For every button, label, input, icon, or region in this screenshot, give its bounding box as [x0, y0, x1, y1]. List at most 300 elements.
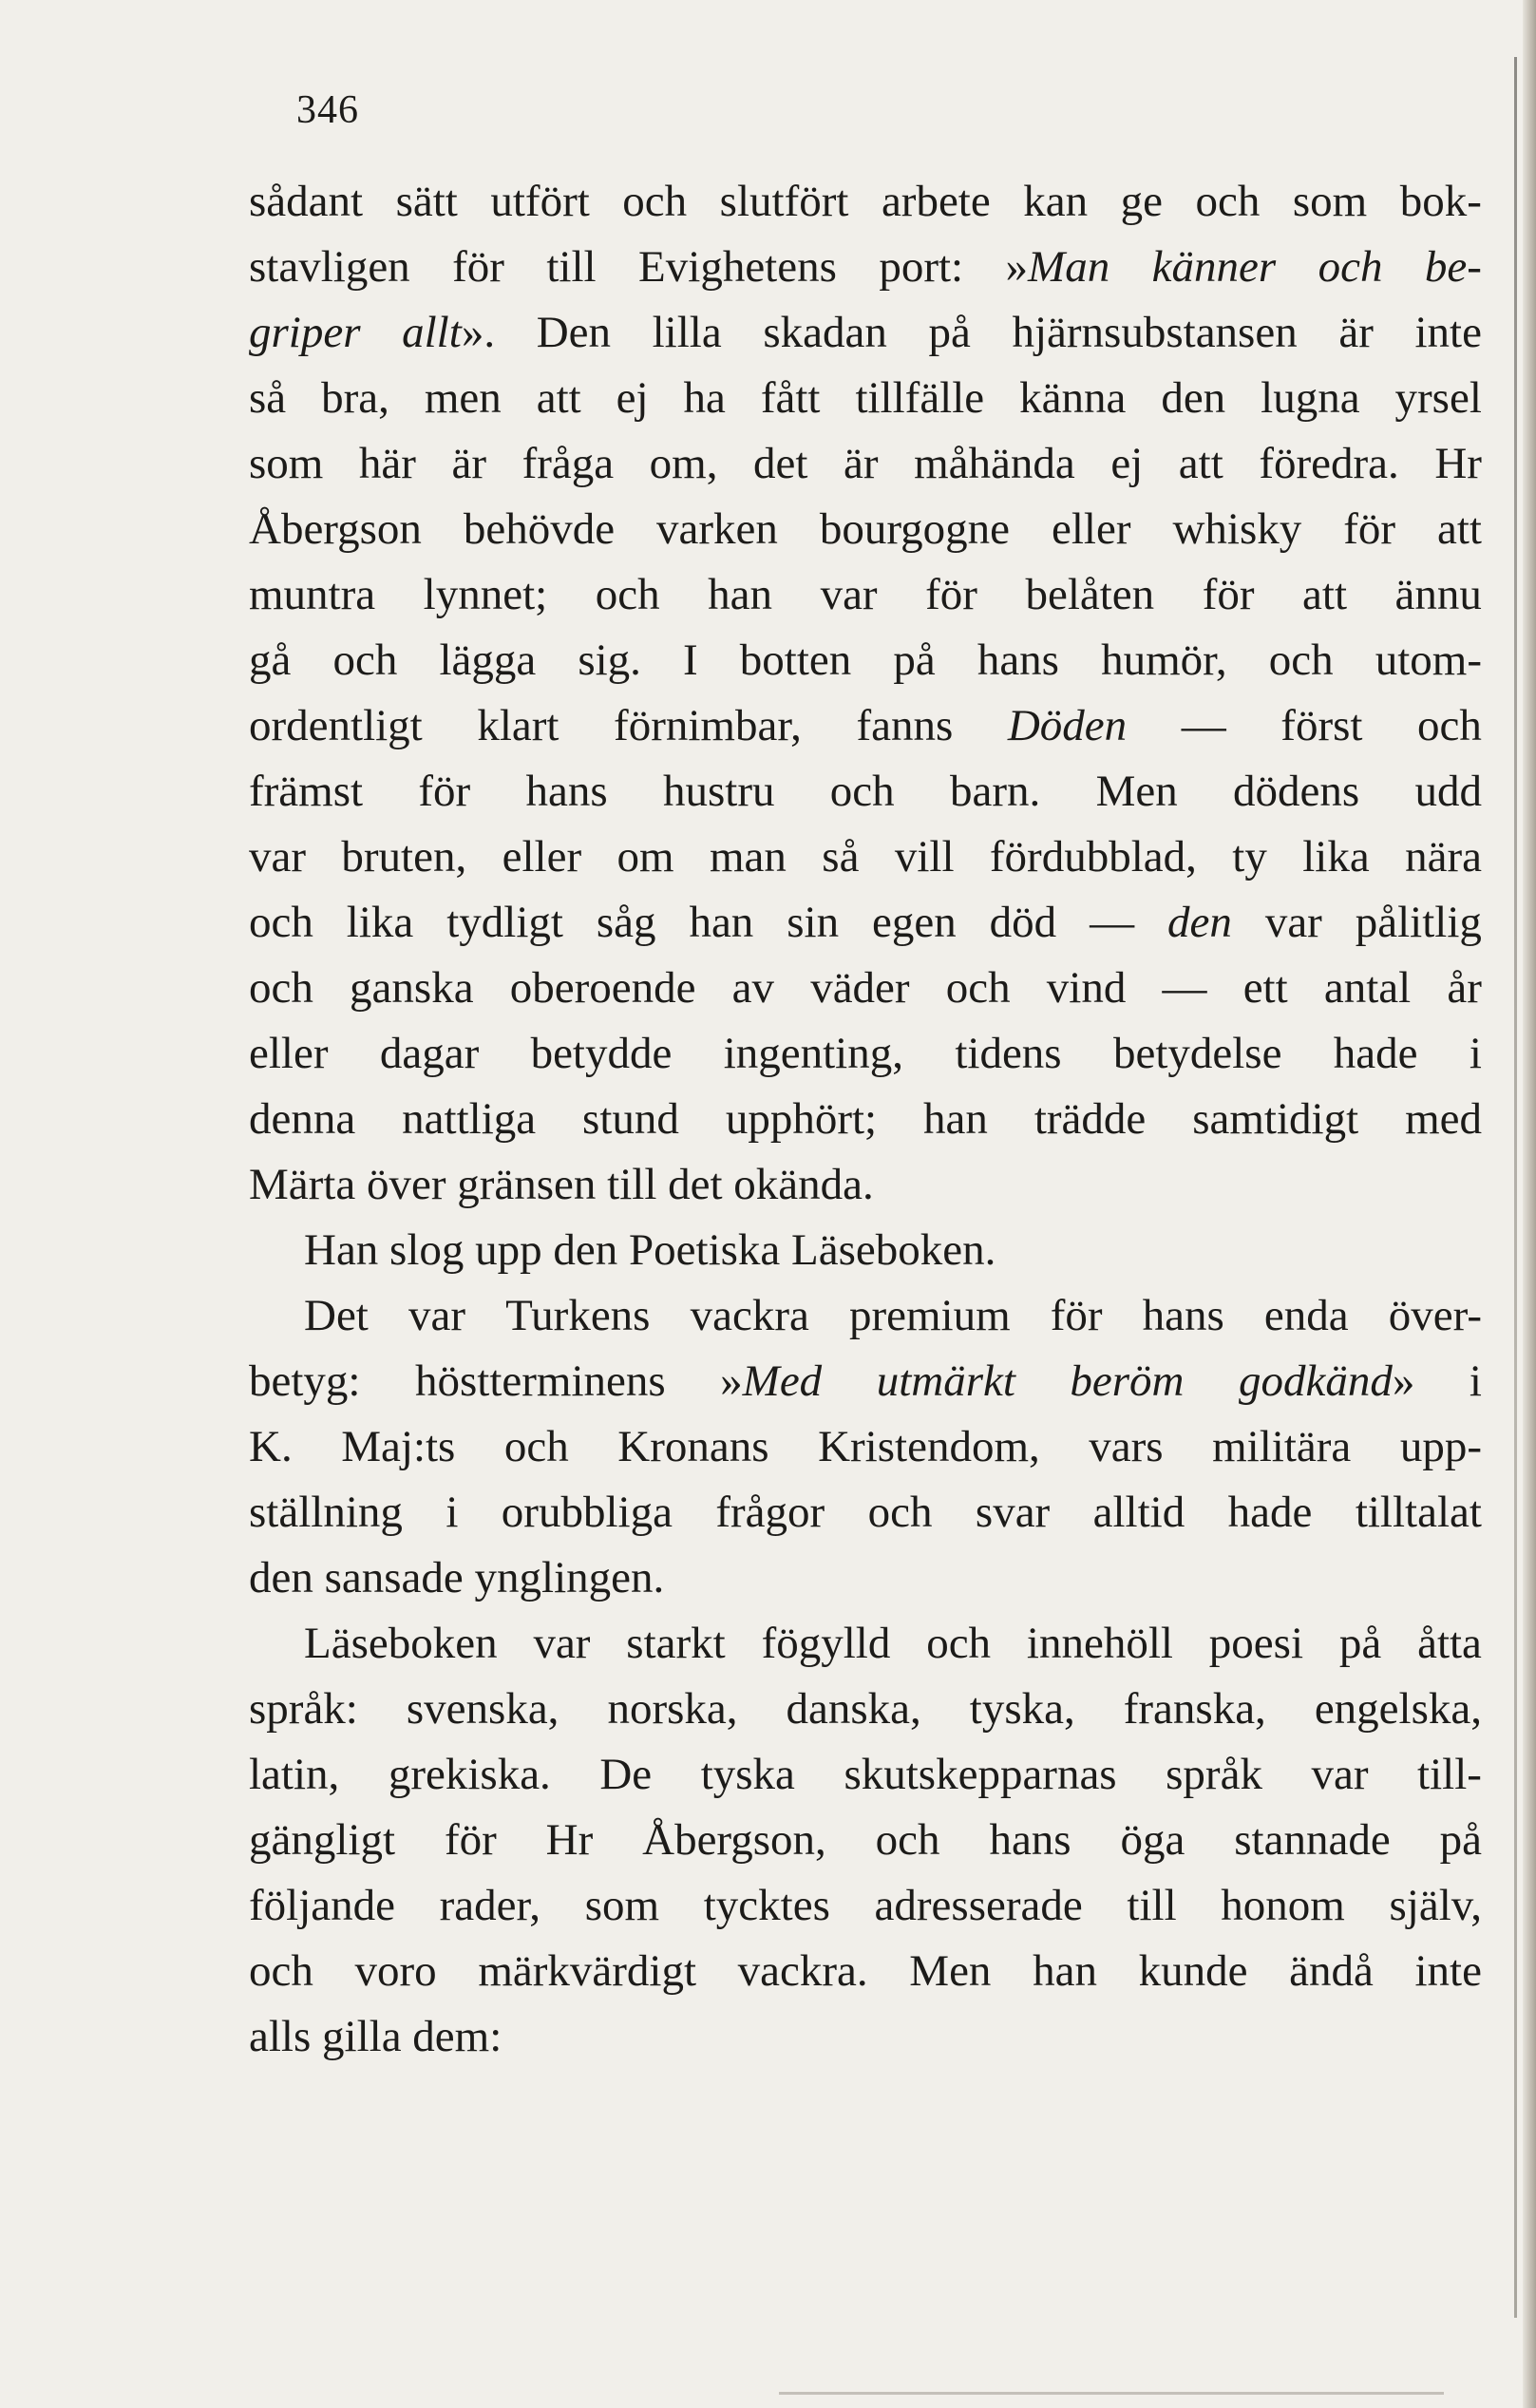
- word-group: [1006, 235, 1110, 300]
- text-word: lugna: [1261, 373, 1360, 423]
- text-word: vars: [1089, 1422, 1164, 1471]
- text-word: i: [446, 1488, 459, 1537]
- word-group: [452, 235, 504, 300]
- word-group: [578, 628, 641, 693]
- text-line: [249, 1611, 1482, 1677]
- word-group: [1289, 1939, 1374, 2004]
- text-line: [249, 956, 1482, 1021]
- word-group: [249, 497, 422, 562]
- word-group: [875, 1873, 1083, 1939]
- word-group: [396, 169, 458, 235]
- text-word: var: [533, 1619, 591, 1668]
- text-word: hade: [1333, 1029, 1418, 1078]
- text-word: hans: [1142, 1291, 1224, 1340]
- text-line: [249, 1283, 1482, 1349]
- word-group: [720, 169, 849, 235]
- word-group: [1343, 497, 1395, 562]
- word-group: [1339, 1611, 1381, 1677]
- word-group: [976, 1480, 1050, 1545]
- text-word: betydde: [530, 1029, 673, 1078]
- word-group: [1318, 235, 1383, 300]
- text-word: stannade: [1234, 1815, 1391, 1865]
- word-group: [1302, 562, 1347, 628]
- text-word: »: [1005, 242, 1029, 292]
- text-word: gängligt: [249, 1815, 396, 1865]
- word-group: [1447, 956, 1482, 1021]
- text-word: i: [1469, 1029, 1482, 1078]
- word-group: [622, 169, 687, 235]
- word-group: [607, 1677, 737, 1742]
- text-run: den sansade ynglingen.: [249, 1553, 665, 1602]
- text-word: behövde: [463, 504, 616, 554]
- word-group: [546, 235, 596, 300]
- word-group: [818, 1414, 1040, 1480]
- text-word: kunde: [1138, 1946, 1248, 1996]
- text-word: K.: [249, 1422, 293, 1471]
- text-word: väder: [810, 963, 910, 1013]
- word-group: [763, 300, 887, 366]
- text-word: att: [536, 373, 581, 423]
- word-group: [1139, 1939, 1248, 2004]
- text-word: Men: [909, 1946, 992, 1996]
- word-group: [753, 431, 807, 497]
- text-word: och: [622, 177, 688, 226]
- word-group: [332, 628, 397, 693]
- text-line: [249, 890, 1482, 956]
- word-group: [249, 1349, 360, 1414]
- text-word: beröm: [1070, 1356, 1185, 1406]
- text-word: betyg:: [249, 1356, 361, 1406]
- word-group: [1047, 956, 1127, 1021]
- word-group: [537, 366, 581, 431]
- word-group: [1124, 1677, 1266, 1742]
- word-group: [1375, 628, 1482, 693]
- text-word: på: [893, 635, 936, 685]
- word-group: [1437, 497, 1482, 562]
- word-group: [533, 1611, 590, 1677]
- text-word: bok-: [1399, 177, 1482, 226]
- word-group: [446, 890, 563, 956]
- word-group: [1012, 300, 1297, 366]
- word-group: [1417, 693, 1482, 759]
- text-word: franska,: [1123, 1684, 1266, 1734]
- word-group: [691, 1283, 809, 1349]
- text-word: först: [1280, 701, 1363, 750]
- text-word: tyska,: [969, 1684, 1075, 1734]
- word-group: [526, 759, 608, 825]
- text-word: dagar: [379, 1029, 480, 1078]
- word-group: [249, 1808, 395, 1873]
- word-group: [822, 825, 859, 890]
- word-group: [1400, 1414, 1482, 1480]
- text-word: I: [683, 635, 698, 685]
- text-word: upphört;: [725, 1094, 878, 1144]
- text-word: barn.: [949, 767, 1041, 816]
- text-word: måhända: [914, 439, 1075, 488]
- word-group: [1395, 562, 1482, 628]
- text-line: [249, 235, 1482, 300]
- word-group: [1400, 169, 1482, 235]
- word-group: [1090, 890, 1134, 956]
- text-word: denna: [249, 1094, 356, 1144]
- word-group: [503, 825, 582, 890]
- word-group: [418, 759, 470, 825]
- text-word: och: [829, 767, 895, 816]
- word-group: [1338, 300, 1374, 366]
- text-word: godkänd: [1239, 1356, 1393, 1406]
- text-word: vill: [894, 832, 955, 882]
- word-group: [977, 628, 1059, 693]
- word-group: [925, 562, 977, 628]
- word-group: [1356, 890, 1482, 956]
- word-group: [531, 1021, 673, 1087]
- text-line: [249, 1480, 1482, 1545]
- text-word: tydligt: [446, 898, 563, 947]
- binding-line: [1514, 57, 1517, 2318]
- word-group: [1008, 693, 1127, 759]
- text-word: känner: [1151, 242, 1277, 292]
- word-group: [490, 169, 589, 235]
- text-word: och: [875, 1815, 940, 1865]
- page-number: 346: [296, 88, 359, 132]
- word-group: [923, 1087, 988, 1152]
- word-group: [249, 300, 361, 366]
- text-word: hans: [525, 767, 608, 816]
- text-word: ge: [1120, 177, 1163, 226]
- word-group: [1019, 366, 1126, 431]
- word-group: [617, 825, 674, 890]
- text-line: [249, 759, 1482, 825]
- word-group: [877, 1349, 1015, 1414]
- word-group: [1209, 1611, 1303, 1677]
- text-word: han: [1033, 1946, 1097, 1996]
- text-word: och: [249, 898, 313, 947]
- word-group: [424, 562, 548, 628]
- text-word: fanns: [856, 701, 954, 750]
- word-group: [425, 366, 502, 431]
- word-group: [1152, 235, 1277, 300]
- text-word: orubbliga: [501, 1488, 673, 1537]
- text-word: för: [925, 570, 977, 619]
- text-word: är: [451, 439, 487, 488]
- text-word: nattliga: [402, 1094, 537, 1144]
- text-word: om: [616, 832, 674, 882]
- text-word: sätt: [395, 177, 458, 226]
- word-group: [872, 890, 957, 956]
- text-line: [249, 825, 1482, 890]
- text-word: —: [1090, 898, 1135, 947]
- text-line: [249, 300, 1482, 366]
- word-group: [249, 366, 286, 431]
- text-line: [249, 1939, 1482, 2004]
- word-group: [341, 825, 466, 890]
- text-word: klart: [477, 701, 559, 750]
- word-group: [1324, 956, 1411, 1021]
- text-word: Läseboken: [304, 1619, 498, 1668]
- text-line: [249, 2004, 1482, 2070]
- word-group: [650, 431, 718, 497]
- text-word: ej: [1110, 439, 1144, 488]
- text-word: fögylld: [761, 1619, 891, 1668]
- text-word: han: [689, 898, 754, 947]
- word-group: [1405, 1087, 1482, 1152]
- text-word: ingenting,: [723, 1029, 903, 1078]
- word-group: [408, 1283, 465, 1349]
- text-word: upp-: [1399, 1422, 1482, 1471]
- word-group: [249, 825, 306, 890]
- word-group: [1440, 1808, 1482, 1873]
- text-line: [249, 1677, 1482, 1742]
- word-group: [926, 1611, 991, 1677]
- text-word: svenska,: [406, 1684, 559, 1734]
- text-word: engelska,: [1314, 1684, 1482, 1734]
- text-word: hans: [989, 1815, 1071, 1865]
- word-group: [614, 693, 802, 759]
- text-word: och: [332, 635, 398, 685]
- text-word: den: [1161, 373, 1226, 423]
- word-group: [1070, 1349, 1184, 1414]
- word-group: [477, 693, 559, 759]
- text-word: sig.: [578, 635, 641, 685]
- word-group: [683, 628, 698, 693]
- word-group: [617, 1414, 768, 1480]
- word-group: [855, 366, 984, 431]
- text-word: Maj:ts: [341, 1422, 456, 1471]
- word-group: [708, 562, 772, 628]
- text-word: enda: [1263, 1291, 1349, 1340]
- word-group: [1182, 693, 1226, 759]
- word-group: [844, 1742, 1116, 1808]
- word-group: [452, 431, 487, 497]
- word-group: [1405, 825, 1482, 890]
- word-group: [249, 1742, 339, 1808]
- text-word: öga: [1120, 1815, 1185, 1865]
- text-word: främst: [249, 767, 364, 816]
- text-word: för: [1050, 1291, 1103, 1340]
- word-group: [989, 1808, 1071, 1873]
- word-group: [740, 628, 851, 693]
- text-word: den: [1167, 898, 1232, 947]
- text-word: såg: [596, 898, 656, 947]
- word-group: [656, 497, 778, 562]
- text-word: antal: [1323, 963, 1412, 1013]
- text-word: Hr: [545, 1815, 594, 1865]
- text-word: för: [452, 242, 504, 292]
- word-group: [1113, 1021, 1282, 1087]
- text-word: och: [945, 963, 1011, 1013]
- word-group: [1234, 1808, 1390, 1873]
- word-group: [1096, 759, 1178, 825]
- text-word: åtta: [1417, 1619, 1482, 1668]
- word-group: [1239, 1349, 1414, 1414]
- text-word: lägga: [439, 635, 537, 685]
- word-group: [821, 562, 878, 628]
- word-group: [856, 693, 953, 759]
- word-group: [726, 1087, 877, 1152]
- text-word: allt: [402, 308, 462, 357]
- word-group: [249, 235, 410, 300]
- text-word: —: [1162, 963, 1207, 1013]
- word-group: [1302, 825, 1369, 890]
- word-group: [820, 497, 1010, 562]
- text-word: var: [820, 570, 878, 619]
- text-word: Men: [1095, 767, 1178, 816]
- word-group: [1127, 1873, 1176, 1939]
- word-group: [249, 1087, 355, 1152]
- word-group: [1425, 235, 1482, 300]
- word-group: [1120, 1808, 1185, 1873]
- word-group: [440, 1873, 540, 1939]
- word-group: [502, 1480, 673, 1545]
- word-group: [537, 300, 611, 366]
- word-group: [249, 1414, 293, 1480]
- text-word: år: [1447, 963, 1482, 1013]
- text-word: udd: [1414, 767, 1482, 816]
- word-group: [844, 431, 879, 497]
- text-word: som: [249, 439, 324, 488]
- text-word: —: [1181, 701, 1226, 750]
- text-word: är: [844, 439, 879, 488]
- text-word: och: [503, 1422, 569, 1471]
- word-group: [1089, 1414, 1163, 1480]
- text-word: så: [249, 373, 287, 423]
- word-group: [1233, 759, 1359, 825]
- text-word: latin,: [249, 1750, 340, 1799]
- text-word: och: [1195, 177, 1261, 226]
- word-group: [1315, 1677, 1482, 1742]
- text-word: Det: [304, 1291, 369, 1340]
- word-group: [701, 1742, 795, 1808]
- word-group: [882, 169, 991, 235]
- text-word: språk:: [249, 1684, 358, 1734]
- text-word: yrsel: [1394, 373, 1482, 423]
- text-word: att: [1302, 570, 1348, 619]
- text-word: tycktes: [703, 1881, 830, 1930]
- text-word: ställning: [249, 1488, 403, 1537]
- word-group: [990, 890, 1057, 956]
- text-word: svar: [975, 1488, 1051, 1537]
- text-word: slutfört: [719, 177, 849, 226]
- text-word: hade: [1227, 1488, 1313, 1537]
- word-group: [439, 628, 536, 693]
- text-word: adresserade: [874, 1881, 1083, 1930]
- text-word: Åbergson: [249, 504, 422, 554]
- text-word: han: [708, 570, 773, 619]
- word-group: [1023, 169, 1088, 235]
- text-line: [249, 693, 1482, 759]
- text-word: Turkens: [505, 1291, 651, 1340]
- text-word: eller: [502, 832, 582, 882]
- word-group: [389, 1742, 551, 1808]
- word-group: [868, 1480, 933, 1545]
- word-group: [249, 1873, 395, 1939]
- page-edge-shadow: [1523, 0, 1536, 2408]
- text-word: gå: [249, 635, 292, 685]
- word-group: [321, 366, 389, 431]
- text-word: nära: [1405, 832, 1482, 882]
- word-group: [849, 1283, 1011, 1349]
- text-word: tilltalat: [1355, 1488, 1482, 1537]
- text-line: [249, 1218, 1482, 1283]
- text-word: norska,: [607, 1684, 738, 1734]
- word-group: [445, 1808, 497, 1873]
- word-group: [1264, 1283, 1349, 1349]
- text-word: vackra.: [737, 1946, 868, 1996]
- word-group: [1203, 562, 1255, 628]
- text-word: sådant: [249, 177, 364, 226]
- text-word: för: [1202, 570, 1255, 619]
- word-group: [249, 628, 291, 693]
- word-group: [347, 890, 413, 956]
- word-group: [1195, 169, 1260, 235]
- word-group: [504, 1414, 569, 1480]
- word-group: [1093, 1480, 1185, 1545]
- word-group: [249, 431, 323, 497]
- word-group: [1025, 562, 1154, 628]
- text-word: som: [1292, 177, 1368, 226]
- word-group: [1163, 956, 1207, 1021]
- text-word: Evighetens: [638, 242, 837, 292]
- text-word: whisky: [1172, 504, 1302, 554]
- text-word: tillfälle: [855, 373, 985, 423]
- text-word: vind: [1046, 963, 1127, 1013]
- word-group: [663, 759, 775, 825]
- word-group: [1389, 1283, 1482, 1349]
- text-line: [249, 1021, 1482, 1087]
- word-group: [1172, 497, 1301, 562]
- word-group: [341, 1414, 455, 1480]
- text-word: Den: [536, 308, 611, 357]
- word-group: [464, 497, 615, 562]
- text-line: [249, 1152, 1482, 1218]
- text-word: och: [595, 570, 660, 619]
- word-group: [879, 235, 963, 300]
- word-group: [1414, 1939, 1481, 2004]
- text-word: lika: [346, 898, 414, 947]
- word-group: [1293, 169, 1367, 235]
- text-word: inte: [1414, 308, 1482, 357]
- text-word: som: [584, 1881, 660, 1930]
- text-word: rader,: [439, 1881, 541, 1930]
- word-group: [1052, 497, 1131, 562]
- text-word: var: [1264, 898, 1322, 947]
- text-word: följande: [249, 1881, 395, 1930]
- text-word: hustru: [662, 767, 775, 816]
- text-word: ty: [1232, 832, 1267, 882]
- text-word: att: [1436, 504, 1482, 554]
- word-group: [895, 825, 955, 890]
- text-word: ännu: [1394, 570, 1482, 619]
- word-group: [955, 1021, 1061, 1087]
- word-group: [684, 366, 726, 431]
- word-group: [950, 759, 1040, 825]
- text-word: var: [249, 832, 307, 882]
- text-word: honom: [1221, 1881, 1345, 1930]
- word-group: [724, 1021, 903, 1087]
- word-group: [1280, 693, 1362, 759]
- word-group: [1167, 890, 1232, 956]
- word-group: [478, 1939, 696, 2004]
- text-word: bra,: [321, 373, 389, 423]
- text-word: stund: [582, 1094, 679, 1144]
- text-word: fått: [760, 373, 821, 423]
- word-group: [876, 1808, 940, 1873]
- text-word: för: [418, 767, 471, 816]
- text-word: tyska: [700, 1750, 795, 1799]
- text-word: trädde: [1033, 1094, 1147, 1144]
- word-group: [990, 825, 1197, 890]
- text-line: [249, 1545, 1482, 1611]
